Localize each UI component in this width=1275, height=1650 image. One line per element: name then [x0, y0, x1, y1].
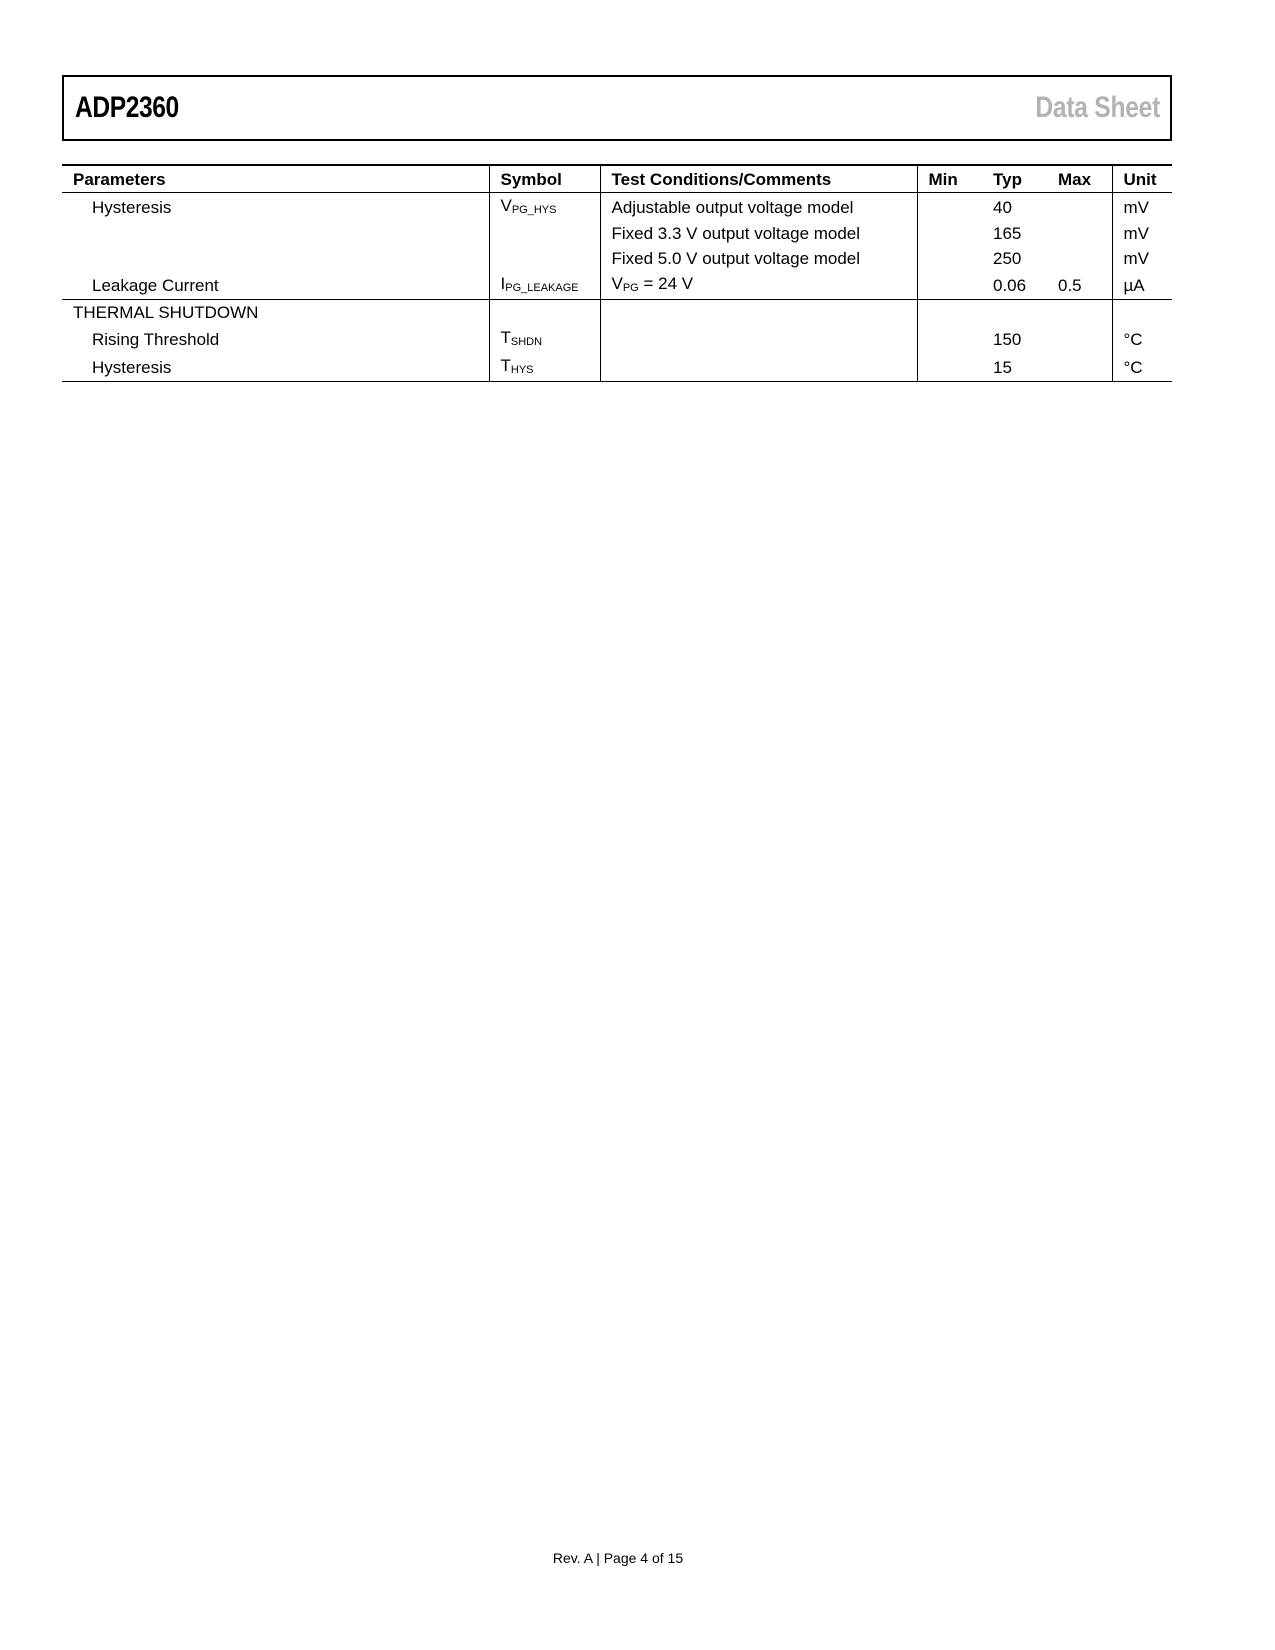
- min-cell: [917, 246, 982, 271]
- column-header-typ: Typ: [993, 169, 1022, 189]
- symbol-cell: $I_{PG\_LEAKAGE}$: [489, 271, 600, 300]
- unit-cell: mV: [1112, 221, 1172, 246]
- page-header: [62, 75, 1172, 141]
- condition-cell: [600, 353, 917, 382]
- table-row: [62, 193, 1172, 222]
- document-title: ADP2360: [75, 91, 179, 124]
- column-header-unit: Unit: [1112, 165, 1172, 193]
- max-cell: 0.5: [1058, 275, 1082, 295]
- min-cell: [917, 221, 982, 246]
- unit-cell: mV: [1112, 246, 1172, 271]
- typ-cell: 0.06: [993, 275, 1027, 295]
- typ-cell: 15: [993, 357, 1012, 377]
- min-cell: [917, 325, 982, 353]
- condition-cell: Adjustable output voltage model: [600, 193, 917, 222]
- max-cell: [1047, 353, 1112, 382]
- condition-cell: Fixed 5.0 V output voltage model: [600, 246, 917, 271]
- max-cell: [1047, 246, 1112, 271]
- typ-cell: 150: [993, 329, 1022, 349]
- parameter-cell: [62, 221, 489, 246]
- specifications-table: [62, 164, 1172, 382]
- min-cell: [917, 353, 982, 382]
- symbol-cell: $T_{SHDN}$: [489, 325, 600, 353]
- parameter-cell: Hysteresis: [92, 357, 172, 377]
- min-cell: [917, 271, 982, 300]
- condition-cell: [600, 325, 917, 353]
- document-type: Data Sheet: [1035, 91, 1160, 124]
- unit-cell: [1112, 300, 1172, 326]
- column-header-parameters: Parameters: [73, 169, 166, 189]
- unit-cell: mV: [1112, 193, 1172, 222]
- parameter-cell: Leakage Current: [92, 275, 219, 295]
- unit-cell: µA: [1112, 271, 1172, 300]
- parameter-cell: [62, 246, 489, 271]
- table-row: [62, 271, 1172, 300]
- typ-cell: 250: [993, 249, 1022, 268]
- parameter-cell: Rising Threshold: [92, 329, 220, 349]
- table-header-row: [62, 165, 1172, 193]
- symbol-cell: [489, 246, 600, 271]
- min-cell: [917, 193, 982, 222]
- table-row: [62, 300, 1172, 326]
- symbol-cell: $T_{HYS}$: [489, 353, 600, 382]
- parameter-cell: Hysteresis: [92, 197, 172, 217]
- condition-cell: [600, 300, 917, 326]
- table-row: [62, 246, 1172, 271]
- max-cell: [1047, 193, 1112, 222]
- typ-cell: [982, 300, 1047, 326]
- table-row: [62, 221, 1172, 246]
- condition-cell: Fixed 3.3 V output voltage model: [600, 221, 917, 246]
- column-header-max: Max: [1058, 169, 1092, 189]
- max-cell: [1047, 300, 1112, 326]
- typ-cell: 40: [993, 197, 1012, 217]
- max-cell: [1047, 221, 1112, 246]
- column-header-symbol: Symbol: [489, 165, 600, 193]
- typ-cell: 165: [993, 224, 1022, 243]
- unit-cell: °C: [1112, 325, 1172, 353]
- max-cell: [1047, 325, 1112, 353]
- unit-cell: °C: [1112, 353, 1172, 382]
- column-header-min: Min: [917, 165, 982, 193]
- table-row: [62, 353, 1172, 382]
- condition-cell: $V_{PG} = 24$ V: [600, 271, 917, 300]
- parameter-section-cell: THERMAL SHUTDOWN: [73, 303, 259, 322]
- page-footer: Rev. A | Page 4 of 15: [552, 1550, 684, 1566]
- symbol-cell: [489, 300, 600, 326]
- table-row: [62, 325, 1172, 353]
- symbol-cell: [489, 221, 600, 246]
- symbol-cell: $V_{PG\_HYS}$: [489, 193, 600, 222]
- column-header-test-conditions: Test Conditions/Comments: [600, 165, 917, 193]
- min-cell: [917, 300, 982, 326]
